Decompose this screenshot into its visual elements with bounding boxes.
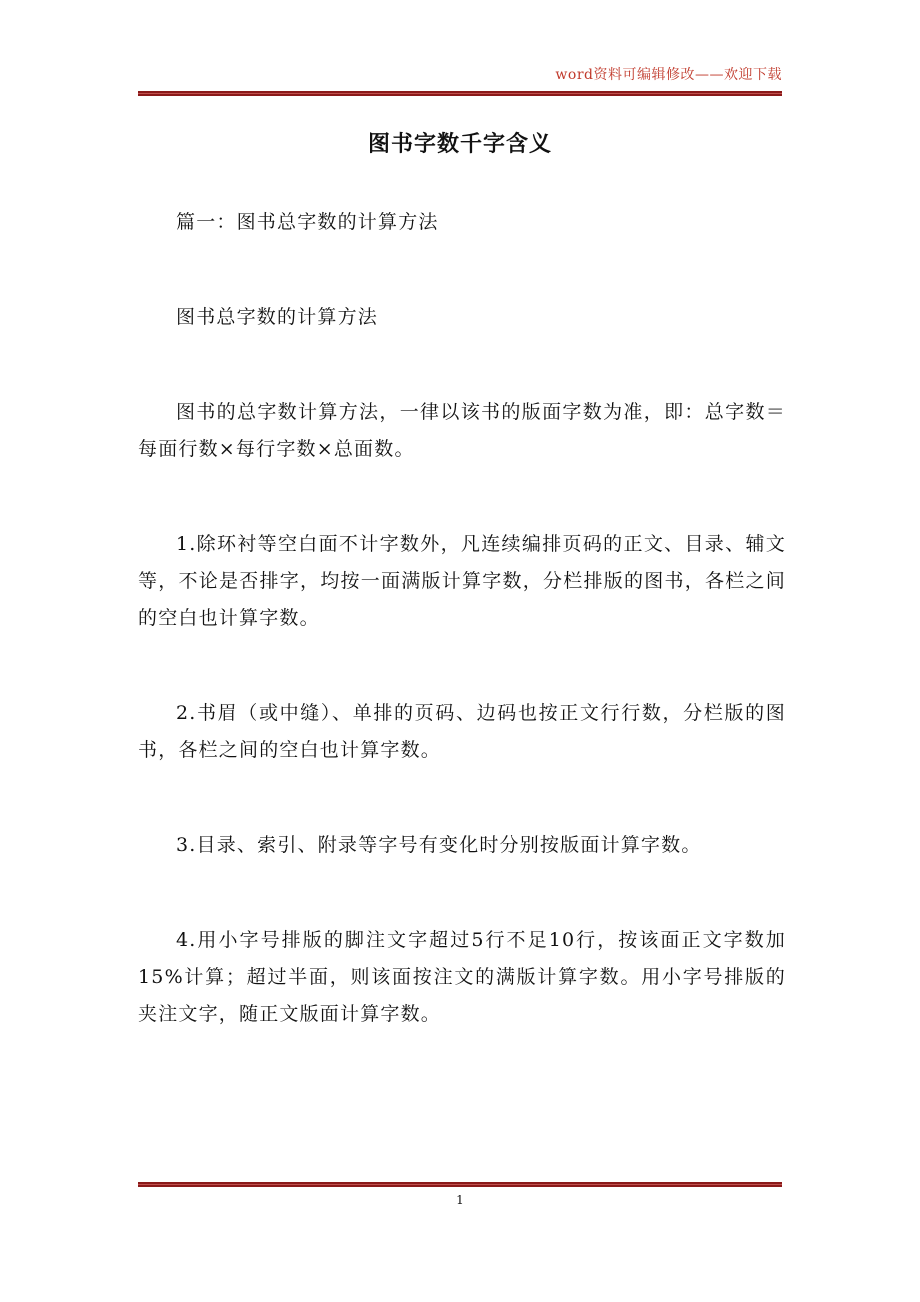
paragraph-item-3: 3.目录、索引、附录等字号有变化时分别按版面计算字数。 xyxy=(176,834,702,856)
paragraph-item-4: 4.用小字号排版的脚注文字超过5行不足10行，按该面正文字数加15%计算；超过半面，则该面按注文的满版计算字数。用小字号排版的夹注文字，随正文版面计算字数。 xyxy=(138,929,786,1025)
paragraph-section-heading: 篇一：图书总字数的计算方法 xyxy=(176,211,439,233)
document-title: 图书字数千字含义 xyxy=(367,131,552,157)
footer-rule xyxy=(138,1182,782,1187)
page-number: 1 xyxy=(456,1193,464,1207)
paragraph-item-2: 2.书眉（或中缝）、单排的页码、边码也按正文行行数，分栏版的图书，各栏之间的空白也计算字数。 xyxy=(138,702,786,761)
paragraph-formula: 图书的总字数计算方法，一律以该书的版面字数为准，即：总字数＝每面行数×每行字数×总面数。 xyxy=(138,401,786,460)
paragraph-subheading: 图书总字数的计算方法 xyxy=(176,306,379,328)
document-body xyxy=(138,204,786,1033)
header-rule xyxy=(138,91,782,96)
paragraph-item-1: 1.除环衬等空白面不计字数外，凡连续编排页码的正文、目录、辅文等，不论是否排字，均按一面满版计算字数，分栏排版的图书，各栏之间的空白也计算字数。 xyxy=(138,533,786,629)
page-header-text: word资料可编辑修改——欢迎下载 xyxy=(555,67,782,83)
